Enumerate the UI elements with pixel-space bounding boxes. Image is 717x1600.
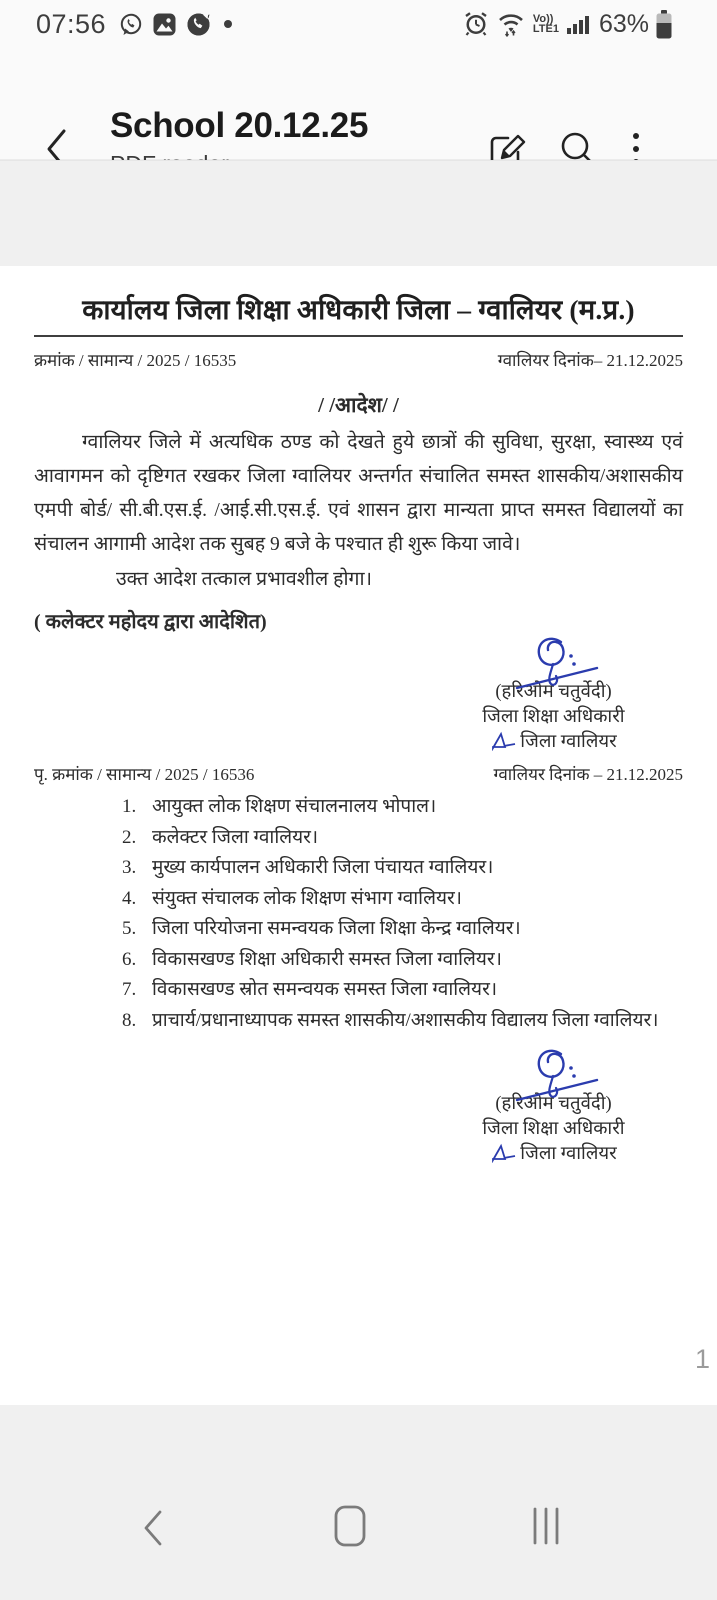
call-icon	[186, 12, 211, 37]
signatory-place: जिला ग्वालियर	[520, 732, 617, 752]
page-number: 1	[694, 1344, 710, 1374]
list-item: 4. संयुक्त संचालक लोक शिक्षण संभाग ग्वालियर।	[122, 887, 462, 909]
pdf-page	[0, 266, 717, 1405]
initial-scribble-icon	[490, 731, 516, 751]
signal-bars-icon	[566, 12, 590, 36]
signatory-designation: जिला शिक्षा अधिकारी	[482, 1119, 625, 1139]
android-navigation-bar	[0, 1490, 717, 1570]
signatory-name: (हरिओम चतुर्वेदी)	[495, 682, 612, 702]
pdf-viewer-canvas[interactable]	[0, 160, 717, 1600]
network-type-label: Vo)) LTE1	[532, 13, 559, 35]
nav-home-icon[interactable]	[333, 1504, 367, 1548]
handwritten-signature	[479, 1046, 629, 1106]
wifi-arrows-icon	[496, 11, 526, 37]
whatsapp-icon	[118, 12, 143, 37]
nav-recents-icon[interactable]	[530, 1506, 562, 1546]
nav-back-icon[interactable]	[140, 1508, 166, 1548]
battery-icon	[656, 10, 672, 39]
reference-number: क्रमांक / सामान्य / 2025 / 16535	[34, 351, 237, 370]
signature-block	[446, 634, 661, 753]
list-item: 6. विकासखण्ड शिक्षा अधिकारी समस्त जिला ग्वालियर।	[122, 948, 502, 970]
order-body-paragraph: ग्वालियर जिले में अत्यधिक ठण्ड को देखते हुये छात्रों की सुविधा, सुरक्षा, स्वास्थ्य एवं आवागमन को दृष्टिगत रखकर जिला ग्वालियर अन्तर्गत संचालित समस्त शासकीय/अशासकीय एमपी बोर्ड/ सी.बी.एस.ई. /आई.सी.एस.ई. एवं शासन द्वारा मान्यता प्राप्त समस्त विद्यालयों का संचालन आगामी आदेश तक सुबह 9 बजे के पश्चात ही शुरू किया जावे।	[34, 432, 683, 555]
list-item: 8. प्राचार्य/प्रधानाध्यापक समस्त शासकीय/अशासकीय विद्यालय जिला ग्वालियर।	[122, 1009, 659, 1031]
document-title: School 20.12.25	[110, 106, 369, 145]
endorsement-place-date: ग्वालियर दिनांक – 21.12.2025	[493, 765, 683, 784]
order-effect-line: उक्त आदेश तत्काल प्रभावशील होगा।	[116, 569, 372, 590]
place-date: ग्वालियर दिनांक– 21.12.2025	[497, 351, 683, 370]
signature-block	[446, 1046, 661, 1165]
ordered-by-line: ( कलेक्टर महोदय द्वारा आदेशित)	[34, 611, 267, 633]
list-item: 1. आयुक्त लोक शिक्षण संचालनालय भोपाल।	[122, 796, 437, 817]
copy-to-list	[34, 792, 683, 1036]
handwritten-signature	[479, 634, 629, 694]
list-item: 3. मुख्य कार्यपालन अधिकारी जिला पंचायत ग्वालियर।	[122, 857, 494, 878]
endorsement-reference-number: पृ. क्रमांक / सामान्य / 2025 / 16536	[34, 765, 255, 784]
order-heading: / /आदेश/ /	[318, 393, 399, 417]
notification-dot	[224, 20, 232, 28]
clock-text: 07:56	[36, 8, 107, 39]
gallery-icon	[152, 12, 177, 37]
alarm-icon	[463, 11, 489, 37]
battery-percent-text: 63%	[598, 9, 649, 38]
initial-scribble-icon	[490, 1143, 516, 1163]
signatory-name: (हरिओम चतुर्वेदी)	[495, 1094, 612, 1114]
letterhead-title: कार्यालय जिला शिक्षा अधिकारी जिला – ग्वालियर (म.प्र.)	[34, 291, 683, 337]
list-item: 2. कलेक्टर जिला ग्वालियर।	[122, 826, 319, 848]
signatory-place: जिला ग्वालियर	[520, 1144, 617, 1164]
app-header	[0, 48, 717, 160]
signatory-designation: जिला शिक्षा अधिकारी	[482, 707, 625, 727]
list-item: 7. विकासखण्ड स्रोत समन्वयक समस्त जिला ग्वालियर।	[122, 979, 498, 1000]
list-item: 5. जिला परियोजना समन्वयक जिला शिक्षा केन्द्र ग्वालियर।	[122, 918, 521, 939]
status-bar	[0, 0, 717, 48]
